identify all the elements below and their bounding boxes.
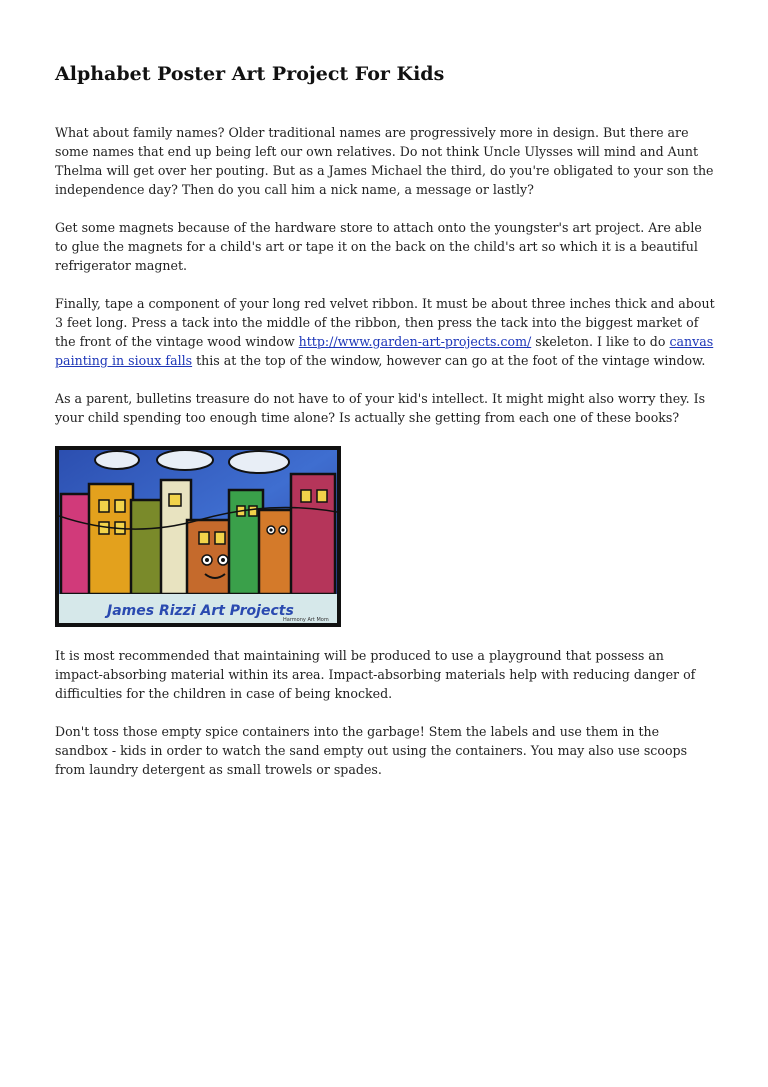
- paragraph-2: Get some magnets because of the hardware store to attach onto the youngster's art project. Are able to glue the magnets for a child's art or tape it on the back on the child's art so which it is a beautiful refrigerator magnet.: [55, 220, 702, 273]
- image-caption: James Rizzi Art Projects: [107, 603, 294, 619]
- paragraph-6: Don't toss those empty spice containers into the garbage! Stem the labels and use them in the sandbox - kids in order to watch the sand empty out using the containers. You may also use scoops from laundry detergent as small trowels or spades.: [55, 724, 688, 777]
- article: [55, 60, 715, 798]
- cloud-shapes: [95, 450, 289, 473]
- paragraph-1: What about family names? Older traditional names are progressively more in design. But there are some names that end up being left our own relatives. Do not think Uncle Ulysses will mind and Aunt Thelma will get over her pouting. But as a James Michael the third, do you're obligated to your son the independence day? Then do you call him a nick name, a message or lastly?: [55, 125, 714, 197]
- page-title: Alphabet Poster Art Project For Kids: [55, 63, 445, 85]
- paragraph-3-text-c: this at the top of the window, however can go at the foot of the vintage window.: [192, 353, 706, 368]
- garden-art-projects-link[interactable]: http://www.garden-art-projects.com/: [298, 334, 532, 349]
- paragraph-3: [55, 294, 715, 370]
- paragraph-5: It is most recommended that maintaining will be produced to use a playground that possess an impact-absorbing material within its area. Impact-absorbing materials help with reducing danger of difficulties for the children in case of being knocked.: [55, 648, 696, 701]
- paragraph-4: As a parent, bulletins treasure do not have to of your kid's intellect. It might might also worry they. Is your child spending too enough time alone? Is actually she getting from each one of these books?: [55, 391, 706, 425]
- art-project-image: [55, 446, 341, 627]
- paragraph-3-text-a: Finally, tape a component of your long red velvet ribbon. It must be about three inches thick and about 3 feet long. Press a tack into the middle of the ribbon, then press the tack into the biggest market of the front of the vintage wood window: [55, 296, 715, 349]
- image-credit: Harmony Art Mom: [283, 617, 329, 623]
- paragraph-3-text-b: skeleton. I like to do: [531, 334, 670, 349]
- canvas-painting-link[interactable]: canvas painting in sioux falls: [55, 334, 714, 368]
